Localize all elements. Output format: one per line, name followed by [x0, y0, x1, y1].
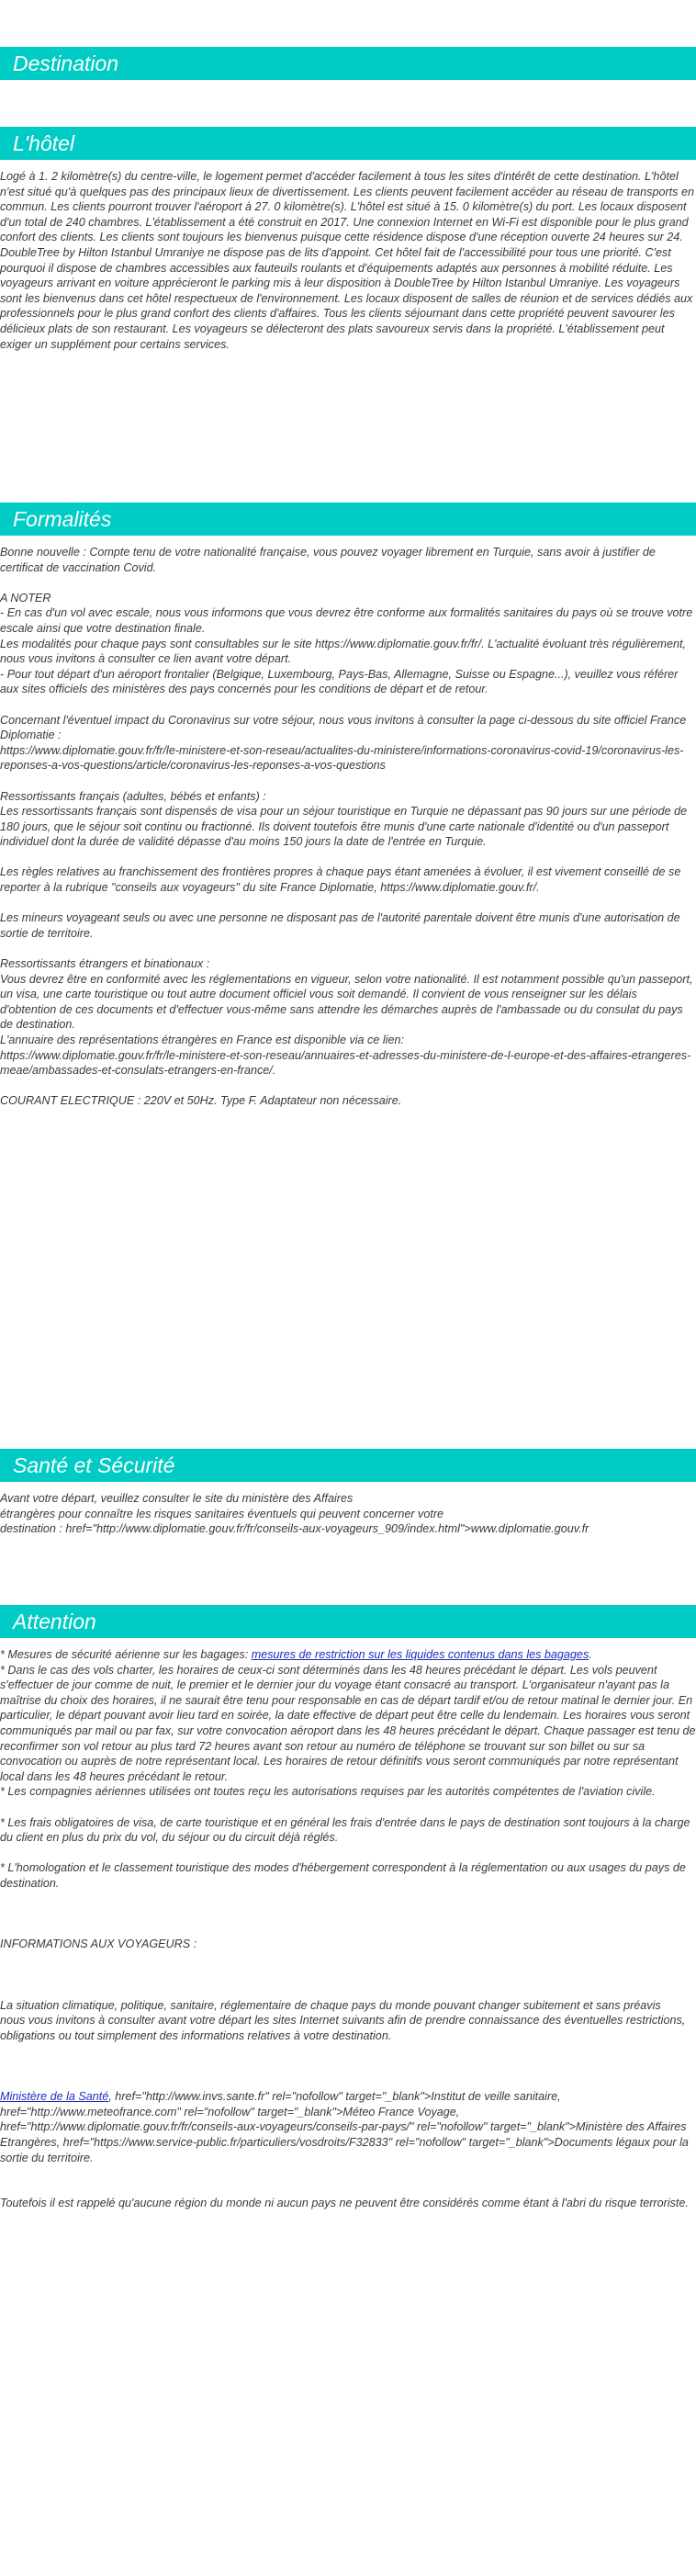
ministere-sante-link[interactable]: Ministère de la Santé [0, 2090, 109, 2104]
paragraph-spacer [0, 941, 696, 956]
attention-first-paragraph [0, 1647, 696, 1663]
attention-paragraph: * Les compagnies aériennes utilisées ont toutes reçu les autorisations requises par les autorités compétentes de l'aviation civile. [0, 1785, 656, 1799]
attention-final-paragraph: Toutefois il est rappelé qu'aucune région du monde ni aucun pays ne peuvent être considérés comme étant à l'abri du risque terroriste. [0, 2197, 689, 2210]
formalites-paragraph: - Pour tout départ d'un aéroport frontalier (Belgique, Luxembourg, Pays-Bas, Allemagne, Suisse ou Espagne...), veuillez vous référer aux sites officiels des ministères des pays concernés pour les conditions de départ et de retour. [0, 667, 679, 696]
section-header-destination: Destination [0, 47, 696, 80]
paragraph-spacer [0, 774, 696, 789]
sante-line: destination : href="http://www.diplomatie.gouv.fr/fr/conseils-aux-voyageurs_909/index.html">www.diplomatie.gouv.fr [0, 1522, 589, 1536]
paragraph-spacer [0, 1800, 696, 1815]
formalites-paragraph: https://www.diplomatie.gouv.fr/fr/le-ministere-et-son-reseau/annuaires-et-adresses-du-ministere-de-l-europe-et-des-affaires-etrangeres-meae/ambassades-et-consulats-etrangers-en-france/. [0, 1048, 691, 1078]
paragraph-spacer [0, 850, 696, 865]
formalites-paragraph: Les mineurs voyageant seuls ou avec une personne ne disposant pas de l'autorité parentale doivent être munis d'une autorisation de sortie de territoire. [0, 911, 680, 940]
formalites-paragraph: - En cas d'un vol avec escale, nous vous informons que vous devrez être conforme aux formalités sanitaires du pays où se trouve votre escale ainsi que votre destination finale. [0, 606, 693, 635]
paragraph-spacer [0, 1079, 696, 1094]
attention-body [0, 1647, 696, 2211]
paragraph-spacer [0, 2043, 696, 2059]
sante-line: Avant votre départ, veuillez consulter le site du ministère des Affaires [0, 1492, 354, 1505]
formalites-body [0, 545, 696, 1109]
paragraph-spacer [0, 1922, 696, 1938]
attention-paragraph: * Dans le cas des vols charter, les horaires de ceux-ci sont déterminés dans les 48 heures précédant le départ. Les vols peuvent s'effectuer de jour comme de nuit, le premier et le dernier jour du voyage étant consacré au transport. L'organisateur n'ayant pas la maîtrise du choix des horaires, il ne saurait être tenu pour responsable en cas de départ tardif et/ou de retour matinal le dernier jour. En particulier, le départ pouvant avoir lieu tard en soirée, la date effective de départ peut être celle du lendemain. Les horaires vous seront communiqués par mail ou par fax, sur votre convocation aéroport dans les 48 heures précédant le départ. Chaque passager est tenu de reconfirmer son vol retour au plus tard 72 heures avant son retour au numéro de téléphone se trouvant sur son billet ou sur sa convocation ou auprès de notre représentant local. Les horaires de retour définitifs vous seront communiqués par notre représentant local dans les 48 heures précédant le retour. [0, 1663, 696, 1783]
attention-first-suffix: . [589, 1648, 592, 1661]
paragraph-spacer [0, 1892, 696, 1907]
formalites-paragraph: https://www.diplomatie.gouv.fr/fr/le-ministere-et-son-reseau/actualites-du-ministere/informations-coronavirus-covid-19/coronavirus-les-reponses-a-vos-questions/article/coronavirus-les-reponses-a-vos-questions [0, 743, 684, 773]
formalites-paragraph: L'annuaire des représentations étrangères en France est disponible via ce lien: [0, 1034, 404, 1046]
paragraph-spacer [0, 697, 696, 713]
paragraph-spacer [0, 896, 696, 911]
paragraph-spacer [0, 2181, 696, 2197]
section-header-attention: Attention [0, 1605, 696, 1638]
attention-final-paragraphs [0, 2165, 696, 2211]
formalites-paragraph: A NOTER [0, 591, 51, 604]
paragraph-spacer [0, 1906, 696, 1922]
attention-first-prefix: * Mesures de sécurité aérienne sur les bagages: [0, 1648, 252, 1661]
attention-paragraph: La situation climatique, politique, sanitaire, réglementaire de chaque pays du monde pouvant changer subitement et sans préavis [0, 1998, 661, 2012]
formalites-paragraph: Concernant l'éventuel impact du Coronavirus sur votre séjour, nous vous invitons à consulter la page ci-dessous du site officiel France Diplomatie : [0, 713, 687, 742]
section-header-sante: Santé et Sécurité [0, 1449, 696, 1482]
attention-paragraph: INFORMATIONS AUX VOYAGEURS : [0, 1938, 197, 1951]
paragraph-spacer [0, 1967, 696, 1983]
attention-paragraphs [0, 1663, 696, 2090]
paragraph-spacer [0, 1846, 696, 1861]
paragraph-spacer [0, 575, 696, 591]
travel-info-links-text: , href="http://www.invs.sante.fr" rel="nofollow" target="_blank">Institut de veille sanitaire, href="http://www.meteofrance.com" rel="nofollow" target="_blank">Méteo France Voyage, href="http://www.diplomatie.gouv.fr/fr/conseils-aux-voyageurs/conseils-par-pays/" rel="nofollow" target="_blank">Ministère des Affaires Etrangères, href="https://www.service-public.fr/particuliers/vosdroits/F32833" rel="nofollow" target="_blank">Documents légaux pour la sortie du territoire. [0, 2090, 689, 2164]
hotel-description [0, 169, 696, 352]
paragraph-spacer [0, 2059, 696, 2074]
paragraph-spacer [0, 2165, 696, 2181]
sante-body [0, 1491, 696, 1537]
section-header-hotel: L'hôtel [0, 127, 696, 160]
sante-line: étrangères pour connaître les risques sanitaires éventuels qui peuvent concerner votre [0, 1507, 444, 1520]
formalites-paragraph: Les ressortissants français sont dispensés de visa pour un séjour touristique en Turquie ne dépassant pas 90 jours sur une période de 180 jours, que le séjour soit continu ou fractionné. Ils doivent toutefois être munis d'une carte nationale d'identité ou d'un passeport individuel dont la durée de validité dépasse d'au moins 150 jours la date de l'entrée en Turquie. [0, 805, 688, 849]
formalites-paragraph: Bonne nouvelle : Compte tenu de votre nationalité française, vous pouvez voyager librement en Turquie, sans avoir à justifier de certificat de vaccination Covid. [0, 546, 656, 574]
formalites-paragraph: Vous devrez être en conformité avec les réglementations en vigueur, selon votre nationalité. Il est notamment possible qu'un passeport, un visa, une carte touristique ou tout autre document officiel vous soit demandé. Il convient de vous renseigner sur les délais d'obtention de ces documents et d'effectuer vous-même sans attendre les démarches auprès de l'ambassade ou du consulat du pays de destination. [0, 972, 693, 1032]
formalites-paragraph: Ressortissants français (adultes, bébés et enfants) : [0, 789, 266, 803]
hotel-description-text: Logé à 1. 2 kilomètre(s) du centre-ville, le logement permet d'accéder facilement à tous les sites d'intérêt de cette destination. L'hôtel n'est situé qu'à quelques pas des principaux lieux de divertissement. Les clients peuvent facilement accéder au réseau de transports en commun. Les clients pourront trouver l'aéroport à 27. 0 kilomètre(s). L'hôtel est situé à 15. 0 kilomètre(s) du port. Les locaux disposent d'un total de 240 chambres. L'établissement a été construit en 2017. Une connexion Internet en Wi-Fi est disponible pour le plus grand confort des clients. Les clients sont toujours les bienvenus puisque cette résidence dispose d'une réception ouverte 24 heures sur 24. DoubleTree by Hilton Istanbul Umraniye ne dispose pas de lits d'appoint. Cet hôtel fait de l'accessibilité pour tous une priorité. C'est pourquoi il dispose de chambres accessibles aux fauteuils roulants et d'équipements adaptés aux personnes à mobilité réduite. Les voyageurs arrivant en voiture apprécieront le parking mis à leur disposition à DoubleTree by Hilton Istanbul Umraniye. Les voyageurs sont les bienvenus dans cet hôtel respectueux de l'environnement. Les locaux disposent de salles de réunion et de services dédiés aux professionnels pour le plus grand confort des clients d'affaires. Tous les clients séjournant dans cette propriété peuvent savourer les délicieux plats de son restaurant. Les voyageurs se délecteront des plats savoureux servis dans la propriété. L'établissement peut exiger un supplément pour certains services. [0, 170, 694, 351]
attention-paragraph: * Les frais obligatoires de visa, de carte touristique et en général les frais d'entrée dans le pays de destination sont toujours à la charge du client en plus du prix du vol, du séjour ou du circuit déjà réglés. [0, 1815, 690, 1845]
formalites-paragraph: Les modalités pour chaque pays sont consultables sur le site https://www.diplomatie.gouv.fr/fr/. L'actualité évoluant très régulièrement, nous vous invitons à consulter ce lien avant votre départ. [0, 637, 686, 666]
attention-paragraph: nous vous invitons à consulter avant votre départ les sites Internet suivants afin de prendre connaissance des éventuelles restrictions, obligations ou tout simplement des informations relatives à votre destination. [0, 2014, 686, 2042]
attention-paragraph: * L'homologation et le classement touristique des modes d'hébergement correspondent à la réglementation ou aux usages du pays de destination. [0, 1861, 686, 1890]
paragraph-spacer [0, 1952, 696, 1968]
formalites-paragraph: Les règles relatives au franchissement des frontières propres à chaque pays étant amenées à évoluer, il est vivement conseillé de se reporter à la rubrique "conseils aux voyageurs" du site France Diplomatie, https://www.diplomatie.gouv.fr/. [0, 865, 681, 895]
liquids-restriction-link[interactable]: mesures de restriction sur les liquides contenus dans les bagages [251, 1648, 589, 1661]
paragraph-spacer [0, 1983, 696, 1998]
travel-info-links [0, 2089, 696, 2165]
paragraph-spacer [0, 2074, 696, 2090]
formalites-paragraph: COURANT ELECTRIQUE : 220V et 50Hz. Type F. Adaptateur non nécessaire. [0, 1094, 402, 1108]
formalites-paragraph: Ressortissants étrangers et binationaux : [0, 957, 210, 971]
section-header-formalites: Formalités [0, 503, 696, 536]
